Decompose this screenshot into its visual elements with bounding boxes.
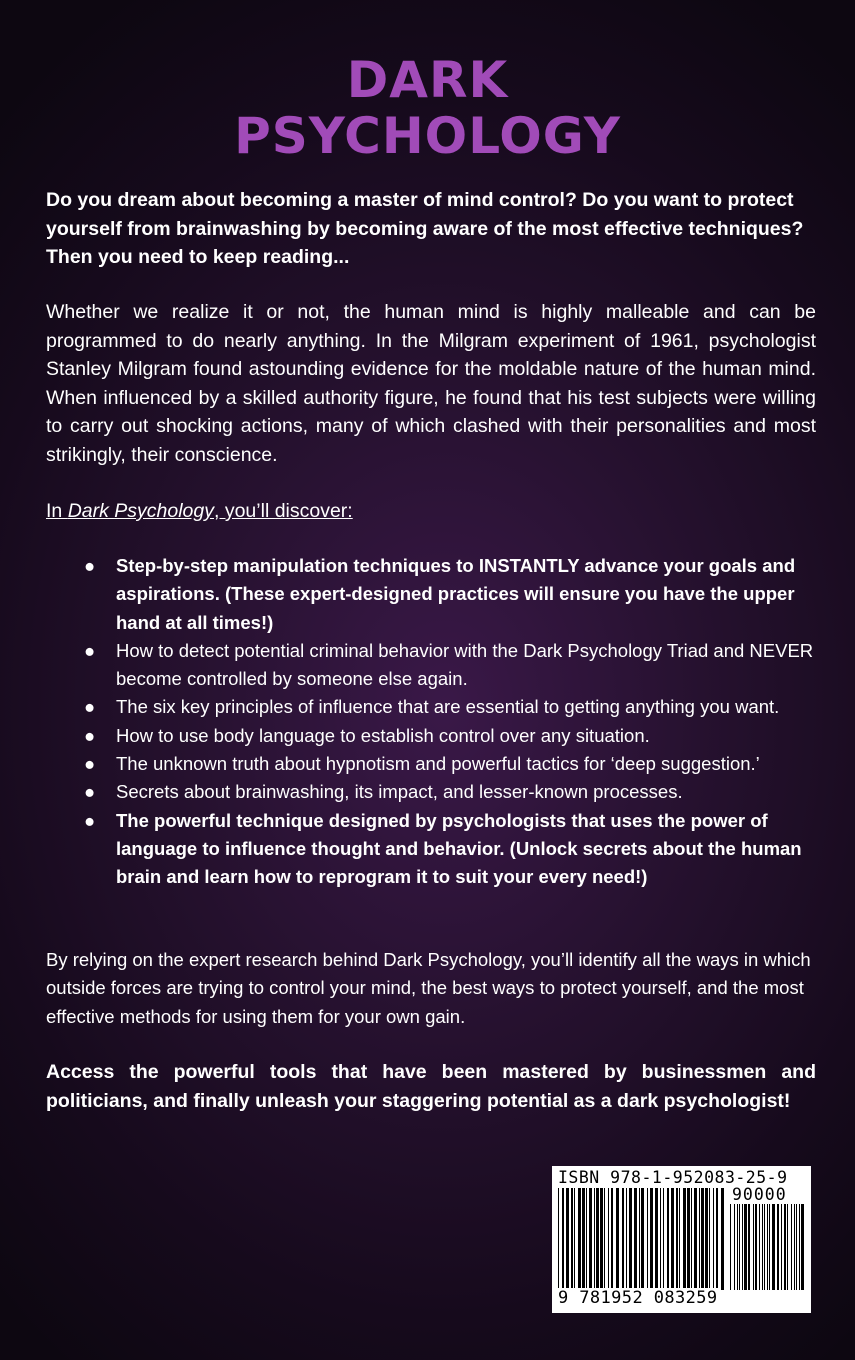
title-line-psychology: PSYCHOLOGY xyxy=(234,107,621,165)
barcode-bar xyxy=(639,1188,640,1290)
barcode-bar xyxy=(799,1204,800,1290)
barcode-bar xyxy=(791,1204,792,1290)
isbn-barcode xyxy=(552,1166,811,1313)
barcode-bar xyxy=(699,1188,700,1290)
barcode-bar xyxy=(663,1188,664,1290)
barcode-bar xyxy=(716,1188,718,1290)
barcode-bar xyxy=(764,1204,765,1290)
main-barcode-bars xyxy=(558,1188,726,1290)
barcode-bar xyxy=(801,1204,804,1290)
bullet-text: The six key principles of influence that are essential to getting anything you want. xyxy=(116,696,780,718)
barcode-bar xyxy=(558,1188,559,1290)
discover-heading xyxy=(46,497,353,525)
bullet-dot-icon: ● xyxy=(84,809,96,831)
barcode-bar xyxy=(660,1188,661,1290)
bullet-item xyxy=(84,722,819,750)
barcode-bar xyxy=(608,1188,609,1290)
barcode-bar xyxy=(734,1204,735,1290)
barcode-bar xyxy=(784,1204,786,1290)
barcode-bar xyxy=(753,1204,754,1290)
barcode-bar xyxy=(713,1188,714,1290)
bullet-dot-icon: ● xyxy=(84,724,96,746)
barcode-bar xyxy=(737,1204,738,1290)
barcode-bar xyxy=(694,1188,697,1290)
barcode-bar xyxy=(769,1204,770,1290)
barcode-bar xyxy=(586,1188,587,1290)
barcode-bar xyxy=(794,1204,795,1290)
barcode-bar xyxy=(772,1204,775,1290)
barcode-bar xyxy=(655,1188,658,1290)
bullet-text: How to use body language to establish control over any situation. xyxy=(116,724,650,746)
discover-prefix: In xyxy=(46,500,68,522)
bullet-item xyxy=(84,552,819,637)
milgram-paragraph: Whether we realize it or not, the human mind is highly malleable and can be programmed to do nearly anything. In the Milgram experiment of 1961, psychologist Stanley Milgram found astounding evidence for the moldable nature of the human mind. When influenced by a skilled authority figure, he found that his test subjects were willing to carry out shocking actions, many of which clashed with their personalities and most strikingly, their conscience. xyxy=(46,301,816,466)
barcode-bar xyxy=(626,1188,627,1290)
barcode-bar xyxy=(762,1204,763,1290)
barcode-bar xyxy=(604,1188,605,1290)
barcode-bar xyxy=(582,1188,585,1290)
closing-paragraph: Access the powerful tools that have been mastered by businessmen and politicians, and finally unleash your staggering potential as a dark psychologist! xyxy=(46,1061,816,1112)
barcode-bar xyxy=(650,1188,653,1290)
barcode-bar xyxy=(742,1204,743,1290)
barcode-bar xyxy=(578,1188,581,1290)
title-line-dark: DARK xyxy=(346,51,509,109)
barcode-bar xyxy=(709,1188,710,1290)
discover-book-title: Dark Psychology xyxy=(67,500,214,522)
bullet-text: The unknown truth about hypnotism and powerful tactics for ‘deep suggestion.’ xyxy=(116,753,760,775)
bullet-dot-icon: ● xyxy=(84,639,96,661)
barcode-bar xyxy=(594,1188,595,1290)
bullet-text: The powerful technique designed by psychologists that uses the power of language to influence thought and behavior. (Unlock secrets about the human brain and learn how to reprogram it to suit your every need!) xyxy=(116,809,802,888)
barcode-bar xyxy=(671,1188,674,1290)
barcode-bar xyxy=(796,1204,797,1290)
bullet-dot-icon: ● xyxy=(84,753,96,775)
barcode-bar xyxy=(691,1188,692,1290)
barcode-bar xyxy=(566,1188,569,1290)
barcode-bar xyxy=(562,1188,564,1290)
barcode-bar xyxy=(611,1188,613,1290)
bullet-text: How to detect potential criminal behavior with the Dark Psychology Triad and NEVER become controlled by someone else again. xyxy=(116,639,814,690)
barcode-bar xyxy=(701,1188,704,1290)
barcode-bar xyxy=(600,1188,603,1290)
barcode-bar xyxy=(622,1188,624,1290)
barcode-bar xyxy=(730,1204,731,1290)
barcode-bar xyxy=(705,1188,708,1290)
barcode-bar xyxy=(787,1204,788,1290)
research-paragraph: By relying on the expert research behind Dark Psychology, you’ll identify all the ways in which outside forces are trying to control your mind, the best ways to protect yourself, and the most effective methods for using them for your own gain. xyxy=(46,949,811,1027)
barcode-bar xyxy=(574,1188,575,1290)
barcode-bar xyxy=(744,1204,747,1290)
discover-suffix: , you’ll discover: xyxy=(214,500,353,522)
barcode-bar xyxy=(571,1188,573,1290)
bullet-item xyxy=(84,750,819,778)
barcode-bar xyxy=(641,1188,644,1290)
barcode-bar xyxy=(755,1204,757,1290)
barcode-bar xyxy=(629,1188,632,1290)
barcode-bar xyxy=(683,1188,686,1290)
barcode-bar xyxy=(676,1188,678,1290)
barcode-bar xyxy=(647,1188,648,1290)
barcode-bar xyxy=(589,1188,592,1290)
barcode-bar xyxy=(739,1204,740,1290)
barcode-bar xyxy=(759,1204,760,1290)
barcode-bar xyxy=(679,1188,680,1290)
barcode-bar xyxy=(748,1204,750,1290)
barcode-bar xyxy=(687,1188,690,1290)
addon-barcode-bars xyxy=(730,1204,806,1290)
bullet-item xyxy=(84,693,819,721)
bullet-item xyxy=(84,807,819,892)
bullet-dot-icon: ● xyxy=(84,781,96,803)
bullet-text: Secrets about brainwashing, its impact, and lesser-known processes. xyxy=(116,781,683,803)
bullet-dot-icon: ● xyxy=(84,555,96,576)
isbn-number: ISBN 978-1-952083-25-9 xyxy=(558,1168,788,1187)
bullet-item xyxy=(84,637,819,694)
barcode-bar xyxy=(777,1204,779,1290)
barcode-bar xyxy=(767,1204,768,1290)
bullet-dot-icon: ● xyxy=(84,696,96,718)
barcode-digits: 9 781952 083259 xyxy=(558,1288,718,1308)
barcode-bar xyxy=(616,1188,619,1290)
barcode-bar xyxy=(596,1188,599,1290)
barcode-bar xyxy=(721,1188,724,1290)
bullet-text: Step-by-step manipulation techniques to INSTANTLY advance your goals and aspirations. (These expert-designed practices will ensure you have the upper hand at all times!) xyxy=(116,555,796,633)
barcode-bar xyxy=(634,1188,637,1290)
barcode-bar xyxy=(667,1188,669,1290)
intro-paragraph: Do you dream about becoming a master of mind control? Do you want to protect yourself from brainwashing by becoming aware of the most effective techniques? Then you need to keep reading... xyxy=(46,189,804,269)
price-code: 90000 xyxy=(732,1185,787,1204)
bullet-item xyxy=(84,778,819,806)
barcode-bar xyxy=(781,1204,782,1290)
discover-bullet-list xyxy=(84,552,819,892)
